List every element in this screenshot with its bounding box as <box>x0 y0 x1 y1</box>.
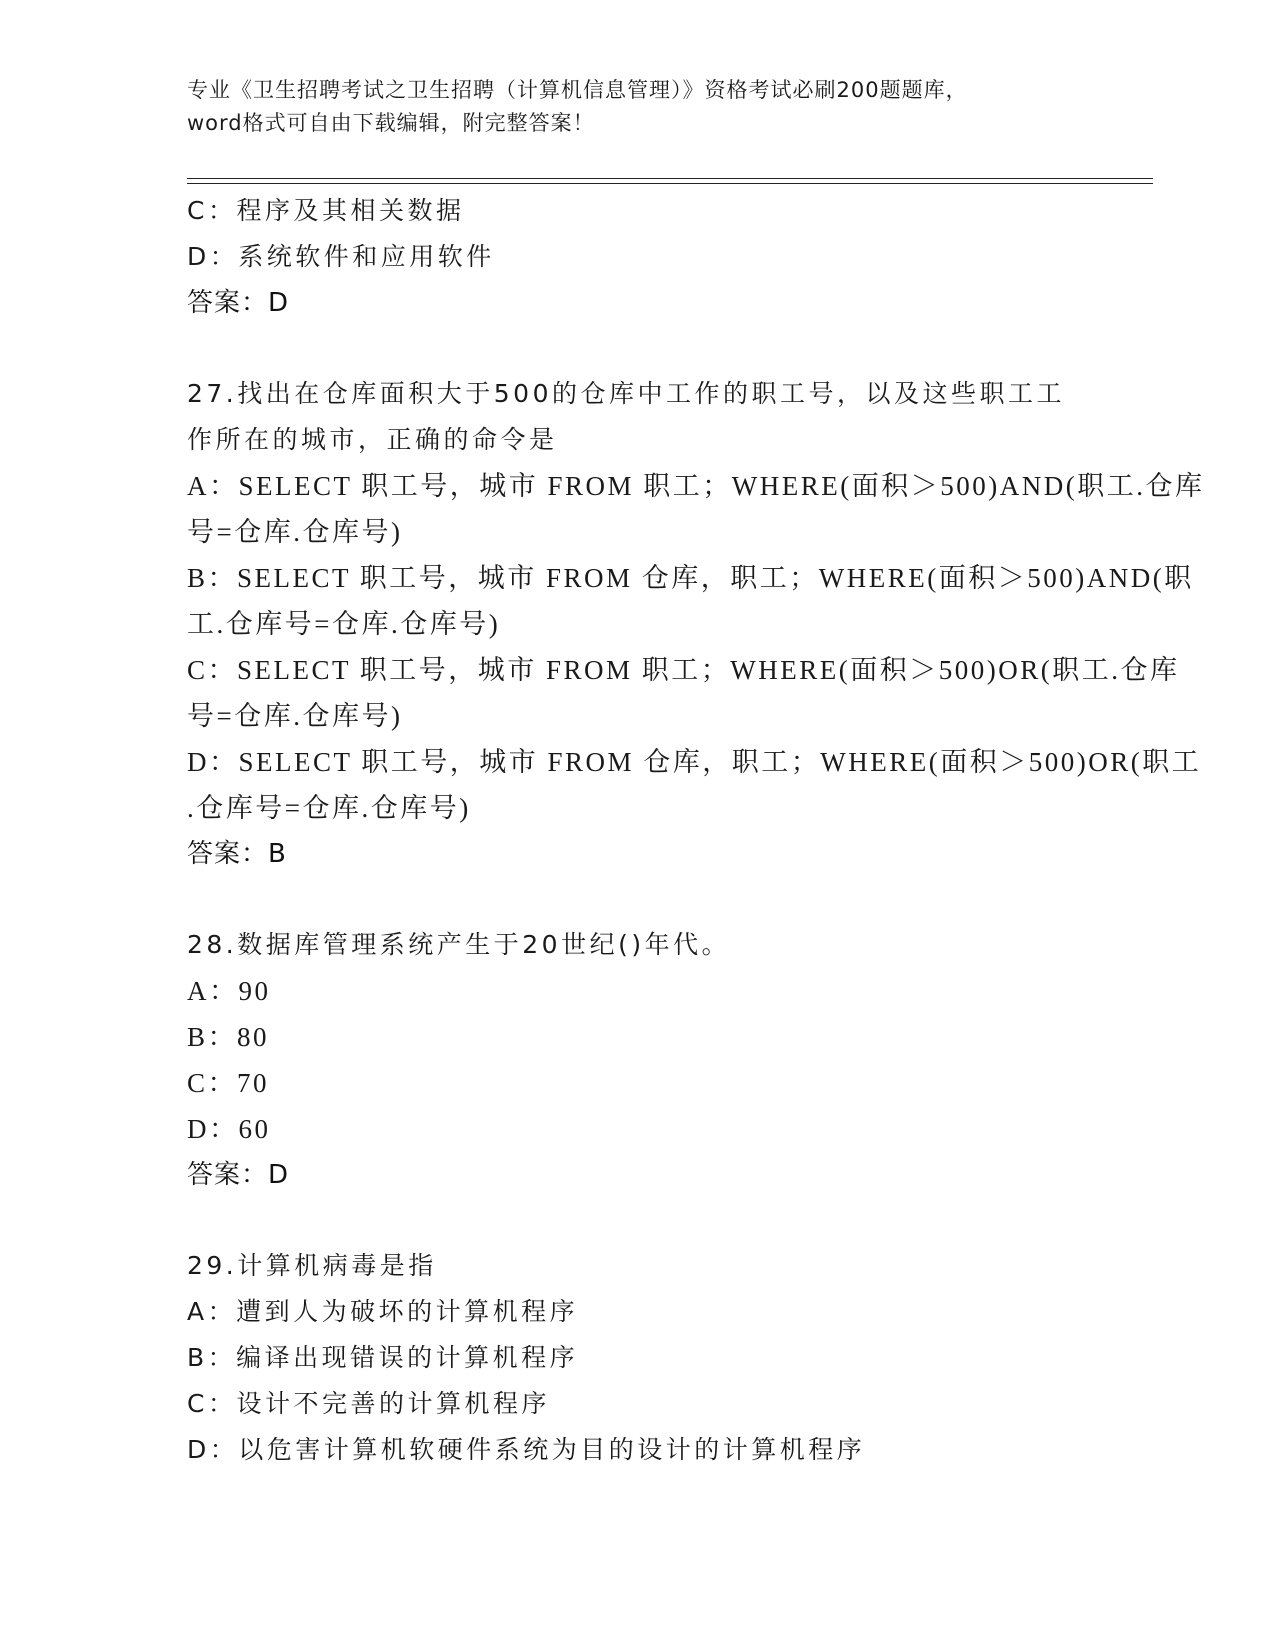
question-stem: 作所在的城市，正确的命令是 <box>187 425 558 454</box>
answer-line: 答案：D <box>187 288 290 318</box>
spacer <box>187 877 1087 922</box>
option-line: C：70 <box>187 1068 270 1098</box>
option-line: 号=仓库.仓库号) <box>187 517 403 547</box>
header-divider-bottom <box>187 183 1153 184</box>
option-line: B：80 <box>187 1022 270 1052</box>
option-line: A：遭到人为破坏的计算机程序 <box>187 1297 579 1326</box>
question-29 <box>187 1243 1087 1473</box>
option-line: A：SELECT 职工号，城市 FROM 职工；WHERE(面积＞500)AND(职工.仓库 <box>187 471 1205 501</box>
question-28 <box>187 922 1087 1198</box>
header-line-1: 专业《卫生招聘考试之卫生招聘（计算机信息管理）》资格考试必刷200题题库， <box>187 78 968 102</box>
header-line-2: word格式可自由下载编辑，附完整答案！ <box>187 111 595 135</box>
option-line: 号=仓库.仓库号) <box>187 701 403 731</box>
header-divider-top <box>187 178 1153 179</box>
document-header <box>187 74 1087 140</box>
spacer <box>187 326 1087 371</box>
option-line: D：以危害计算机软硬件系统为目的设计的计算机程序 <box>187 1435 866 1464</box>
spacer <box>187 1198 1087 1243</box>
option-line: C：设计不完善的计算机程序 <box>187 1389 550 1418</box>
option-line: 工.仓库号=仓库.仓库号) <box>187 609 501 639</box>
question-stem: 27.找出在仓库面积大于500的仓库中工作的职工号，以及这些职工工 <box>187 379 1065 408</box>
question-stem: 29.计算机病毒是指 <box>187 1251 437 1280</box>
option-line: A：90 <box>187 976 271 1006</box>
option-line: D：60 <box>187 1114 271 1144</box>
option-line: B：编译出现错误的计算机程序 <box>187 1343 579 1372</box>
answer-line: 答案：B <box>187 839 287 869</box>
option-line: D：SELECT 职工号，城市 FROM 仓库，职工；WHERE(面积＞500)OR(职工 <box>187 747 1202 777</box>
option-line: D：系统软件和应用软件 <box>187 242 495 271</box>
option-line: .仓库号=仓库.仓库号) <box>187 793 471 823</box>
option-line: C：程序及其相关数据 <box>187 196 465 225</box>
question-stem: 28.数据库管理系统产生于20世纪()年代。 <box>187 930 731 959</box>
question-list <box>187 188 1205 1473</box>
answer-line: 答案：D <box>187 1160 290 1190</box>
option-line: B：SELECT 职工号，城市 FROM 仓库，职工；WHERE(面积＞500)AND(职 <box>187 563 1194 593</box>
option-line: C：SELECT 职工号，城市 FROM 职工；WHERE(面积＞500)OR(职工.仓库 <box>187 655 1180 685</box>
question-26-tail <box>187 188 1087 326</box>
question-27 <box>187 371 1205 877</box>
